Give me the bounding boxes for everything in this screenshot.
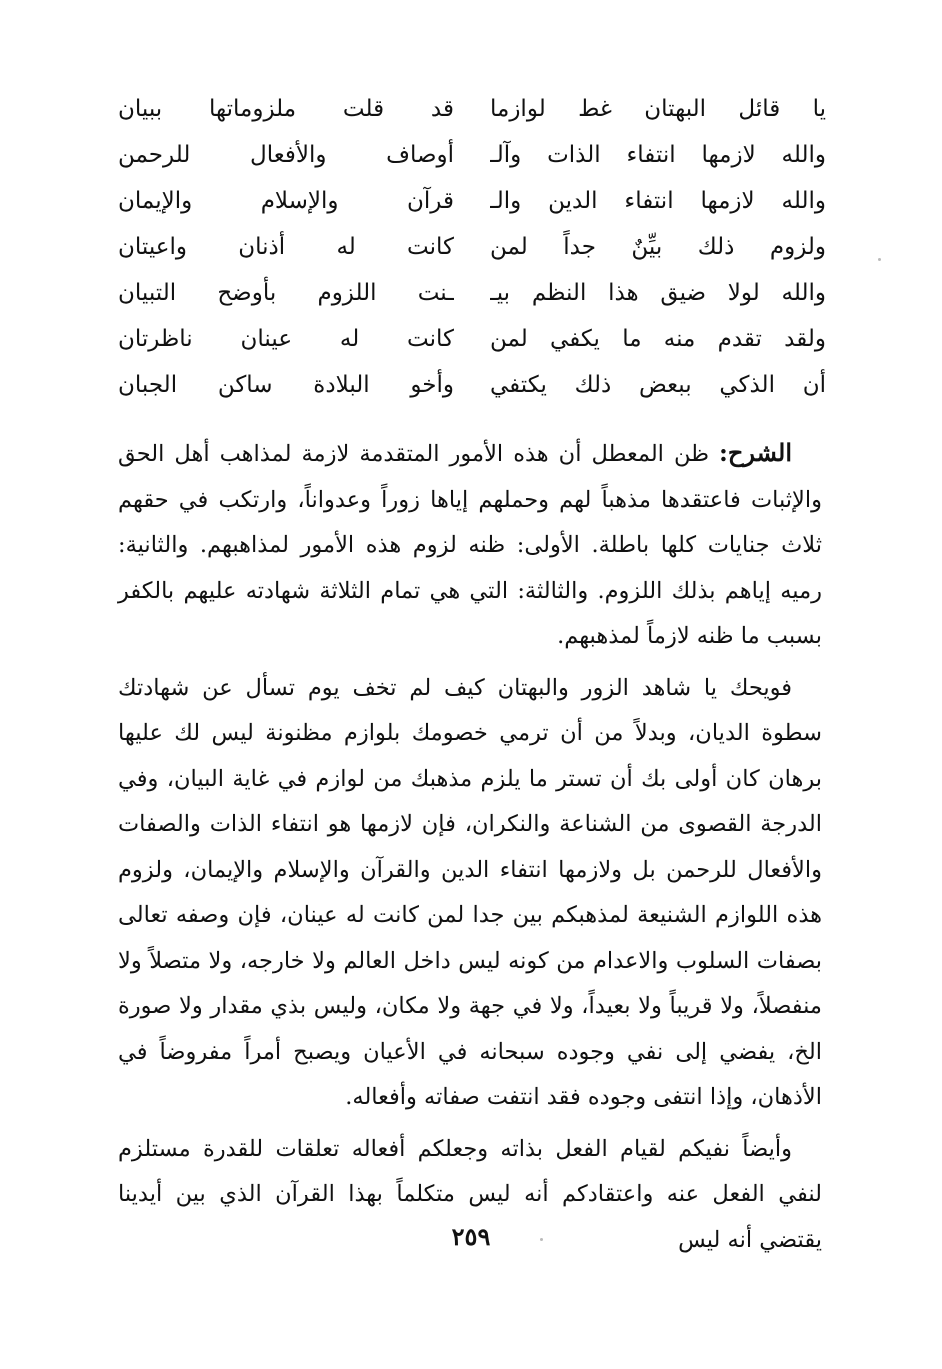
scan-speck — [540, 1238, 543, 1241]
verse-hemistich-right: يا قائل البهتان غط لوازما — [490, 96, 826, 122]
page-number: ٢٥٩ — [451, 1222, 491, 1251]
verse-hemistich-left: ـنت اللزوم بأوضح التبيان — [118, 280, 454, 306]
verse-hemistich-right: والله لازمها انتفاء الدين والـ — [490, 188, 826, 214]
verse-hemistich-left: أوصاف والأفعال للرحمن — [118, 142, 454, 168]
verse-hemistich-right: ولزوم ذلك بيِّنٌ جداً لمن — [490, 234, 826, 260]
commentary-text — [118, 430, 822, 1263]
commentary-paragraph — [118, 430, 822, 660]
poem-left-column — [118, 86, 454, 408]
verse-hemistich-left: كانت له عينان ناظرتان — [118, 326, 454, 352]
commentary-paragraph: وأيضاً نفيكم لقيام الفعل بذاته وجعلكم أفعاله تعلقات للقدرة مستلزم لنفي الفعل عنه واعتقادكم أنه ليس متكلماً بهذا القرآن الذي بين أيدينا يقتضي أنه ليس — [118, 1135, 822, 1253]
verse-hemistich-right: أن الذكي ببعض ذلك يكتفي — [490, 372, 826, 398]
verse-hemistich-left: قد قلت ملزوماتها ببيان — [118, 96, 454, 122]
verse-hemistich-right: ولقد تقدم منه ما يكفي لمن — [490, 326, 826, 352]
commentary-paragraph: فويحك يا شاهد الزور والبهتان كيف لم تخف يوم تسأل عن شهادتك سطوة الديان، وبدلاً من أن ترمي خصومك بلوازم مظنونة ليس لك عليها برهان كان أولى بك أن تستر ما يلزم مذهبك من لوازم في غاية البيان، وفي الدرجة القصوى من الشناعة والنكران، فإن لازمها هو انتفاء الذات والصفات والأفعال للرحمن بل ولازمها انتفاء الدين والقرآن والإسلام والإيمان، ولزوم هذه اللوازم الشنيعة لمذهبكم بين جدا لمن كانت له عينان، فإن وصفه تعالى بصفات السلوب والاعدام من كونه ليس داخل العالم ولا خارجه، ولا متصلاً ولا منفصلاً، ولا قريباً ولا بعيداً، ولا في جهة ولا مكان، وليس بذي مقدار ولا صورة الخ، يفضي إلى نفي وجوده سبحانه في الأعيان ويصبح أمراً مفروضاً في الأذهان، وإذا انتفى وجوده فقد انتفت صفاته وأفعاله. — [118, 674, 822, 1110]
poem-right-column — [490, 86, 826, 408]
verse-hemistich-left: قرآن والإسلام والإيمان — [118, 188, 454, 214]
verse-hemistich-right: والله لولا ضيق هذا النظم بيـ — [490, 280, 826, 306]
verse-hemistich-left: وأخو البلادة ساكن الجبان — [118, 372, 454, 398]
verse-hemistich-left: كانت له أذنان واعيتان — [118, 234, 454, 260]
scan-speck — [878, 258, 881, 261]
verse-hemistich-right: والله لازمها انتفاء الذات وآلـ — [490, 142, 826, 168]
commentary-label: الشرح: — [719, 438, 792, 467]
poem-block — [118, 86, 826, 408]
commentary-paragraph-text: ظن المعطل أن هذه الأمور المتقدمة لازمة لمذاهب أهل الحق والإثبات فاعتقدها مذهباً لهم وحملهم إياها زوراً وعدواناً، وارتكب في حقهم ثلاث جنايات كلها باطلة. الأولى: ظنه لزوم هذه الأمور لمذاهبهم. والثانية: رميه إياهم بذلك اللزوم. والثالثة: التي هي تمام الثلاثة شهادته عليهم بالكفر بسبب ما ظنه لازماً لمذهبهم. — [118, 441, 822, 649]
